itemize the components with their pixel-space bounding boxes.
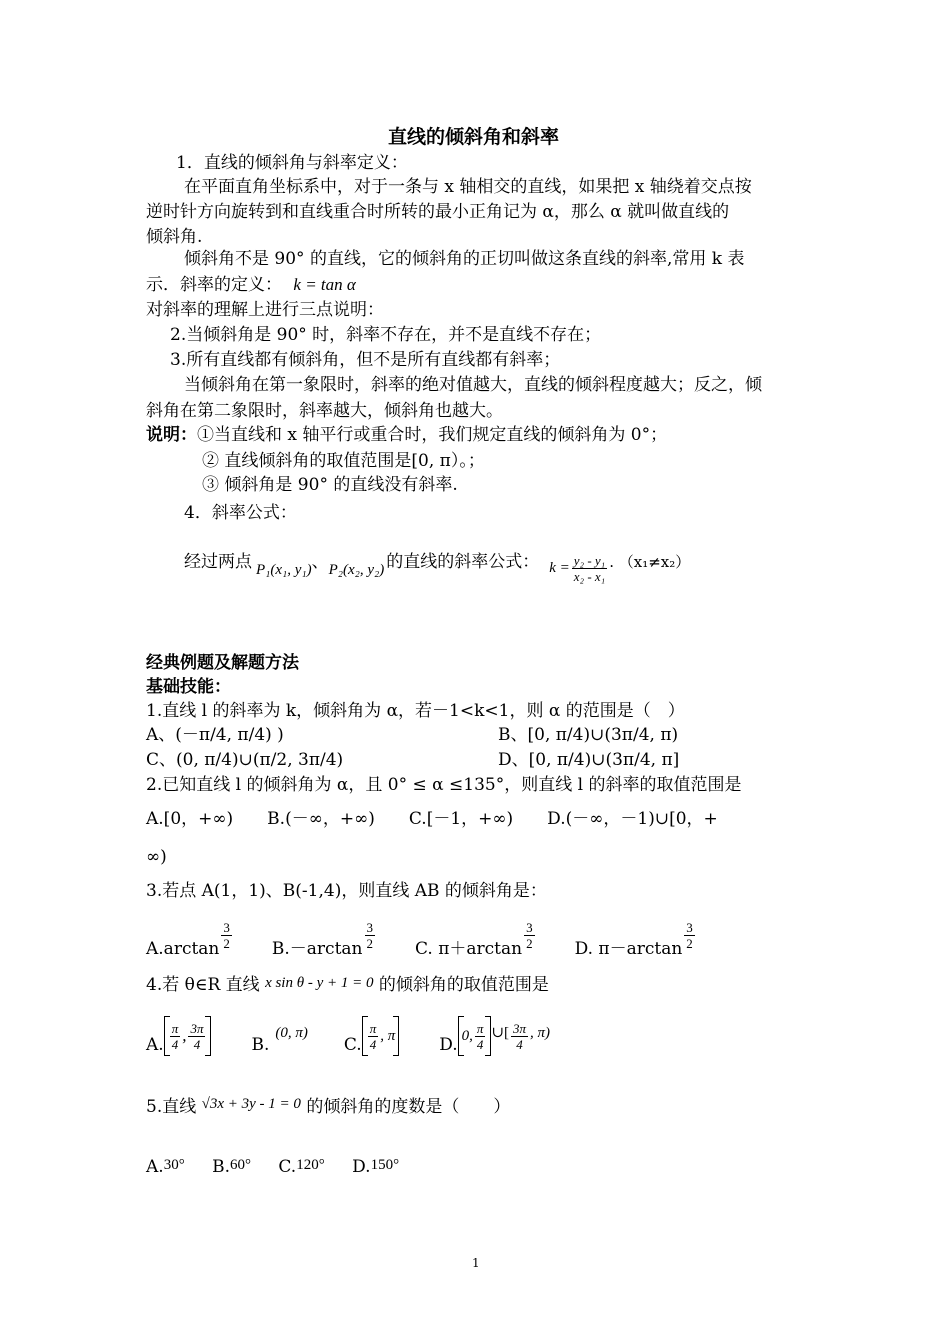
- question-4-equation: x sin θ - y + 1 = 0: [265, 975, 374, 991]
- paragraph-line: 在平面直角坐标系中，对于一条与 x 轴相交的直线，如果把 x 轴绕着交点按: [184, 177, 752, 197]
- fraction-three-halves: [365, 920, 376, 951]
- fraction-numerator: 3π: [190, 1020, 204, 1036]
- option-d-label: D.: [439, 1035, 458, 1055]
- option-a-label: A.arctan: [146, 939, 220, 959]
- paragraph-line: 对斜率的理解上进行三点说明：: [146, 300, 384, 320]
- option-d-value: 150°: [370, 1157, 400, 1173]
- k-label: k =: [549, 560, 570, 576]
- option-d: D、[0, π/4)∪(3π/4, π]: [498, 750, 680, 770]
- note-item: ③ 倾斜角是 90° 的直线没有斜率.: [202, 475, 458, 495]
- fraction-denominator: 4: [369, 1036, 377, 1052]
- fraction-denominator: 4: [476, 1036, 484, 1052]
- fraction-denominator: 4: [193, 1036, 201, 1052]
- fraction-denominator: 2: [686, 935, 693, 951]
- fraction-pi-4: [170, 1021, 181, 1052]
- option-a-value: 30°: [163, 1157, 185, 1173]
- option-a-label: A.: [146, 1035, 164, 1055]
- fraction-denominator: 2: [366, 935, 373, 951]
- separator: 、: [311, 552, 329, 572]
- interval-c: [362, 1016, 400, 1056]
- fraction-denominator: 2: [223, 935, 230, 951]
- question-2-options-tail: ∞): [146, 847, 167, 867]
- question-2: 2.已知直线 l 的倾斜角为 α，且 0° ≤ α ≤135°，则直线 l 的斜率的取值范围是: [146, 775, 742, 795]
- option-d-label: D.: [352, 1157, 371, 1177]
- paragraph-line: 倾斜角不是 90° 的直线，它的倾斜角的正切叫做这条直线的斜率,常用 k 表: [184, 249, 745, 269]
- fraction-denominator: 2: [526, 935, 533, 951]
- fraction-denominator: 4: [171, 1036, 179, 1052]
- section-4-heading: 4．斜率公式：: [184, 503, 297, 523]
- fraction-pi-4: [368, 1021, 379, 1052]
- fraction-numerator: 3π: [513, 1021, 527, 1036]
- fraction-numerator: 3: [223, 919, 230, 935]
- paragraph-line: 斜角在第二象限时，斜率越大，倾斜角也越大。: [146, 401, 503, 421]
- section-1-heading: 1．直线的倾斜角与斜率定义：: [176, 153, 408, 173]
- interval-d: [458, 1016, 492, 1056]
- fraction-numerator: π: [171, 1020, 179, 1036]
- question-4-text: 4.若 θ∈R 直线: [146, 975, 260, 995]
- paragraph-line: 逆时针方向旋转到和直线重合时所转的最小正角记为 α，那么 α 就叫做直线的: [146, 202, 730, 222]
- fraction-denominator: 4: [516, 1037, 523, 1052]
- basic-skills-heading: 基础技能：: [146, 677, 231, 697]
- question-3: 3.若点 A(1，1)、B(-1,4)，则直线 AB 的倾斜角是：: [146, 881, 547, 901]
- question-2-options: A.[0，+∞) B.(－∞，+∞) C.[－1，+∞) D.(－∞，－1)∪[0，+: [146, 809, 718, 829]
- fraction-numerator: 3: [686, 919, 693, 935]
- option-b-label: B.: [212, 1157, 230, 1177]
- slope-formula: k = tan α: [293, 275, 356, 294]
- option-c: C、(0, π/4)∪(π/2, 3π/4): [146, 750, 344, 770]
- option-a: A、(－π/4, π/4) ): [146, 725, 284, 745]
- question-5: [146, 1096, 510, 1119]
- fraction-three-halves: [221, 920, 232, 951]
- formula-text: 的直线的斜率公式：: [386, 552, 540, 572]
- option-c-label: C.: [343, 1035, 362, 1055]
- paragraph-line: 2.当倾斜角是 90° 时，斜率不存在，并不是直线不存在；: [170, 325, 602, 345]
- paragraph-line: 倾斜角.: [146, 227, 203, 247]
- question-3-options: [146, 916, 697, 960]
- paragraph-line: [146, 274, 356, 296]
- question-4-text: 的倾斜角的取值范围是: [378, 975, 549, 995]
- slope-definition-label: 示．斜率的定义：: [146, 275, 282, 295]
- paragraph-line: 当倾斜角在第一象限时，斜率的绝对值越大，直线的倾斜程度越大；反之，倾: [184, 375, 762, 395]
- fraction-denominator: x₂ - x₁: [573, 568, 606, 584]
- question-5-options: [146, 1156, 399, 1179]
- formula-condition: . （x₁≠x₂）: [609, 553, 691, 571]
- fraction-numerator: 3: [526, 919, 533, 935]
- option-b: B、[0, π/4)∪(3π/4, π): [498, 725, 679, 745]
- slope-formula-line: [184, 540, 690, 584]
- question-1: 1.直线 l 的斜率为 k，倾斜角为 α，若－1<k<1，则 α 的范围是（ ）: [146, 701, 685, 721]
- page-title: 直线的倾斜角和斜率: [388, 126, 560, 148]
- interval-d-end: , π): [530, 1025, 551, 1041]
- option-c-value: 120°: [296, 1157, 325, 1173]
- question-5-text: 的倾斜角的度数是（ ）: [306, 1097, 511, 1117]
- paragraph-line: 3.所有直线都有倾斜角，但不是所有直线都有斜率；: [170, 350, 561, 370]
- fraction-3pi-4: [188, 1021, 205, 1052]
- question-4-options: [146, 1008, 550, 1056]
- union-symbol: ∪[: [491, 1025, 510, 1041]
- fraction-three-halves: [524, 920, 535, 951]
- slope-fraction: [572, 553, 607, 584]
- interval-b: (0, π): [275, 1025, 308, 1041]
- option-a-label: A.: [146, 1157, 164, 1177]
- note-item: ①当直线和 x 轴平行或重合时，我们规定直线的倾斜角为 0°；: [197, 425, 668, 445]
- fraction-numerator: 3: [366, 919, 373, 935]
- fraction-numerator: π: [369, 1020, 377, 1036]
- note-label: 说明：: [146, 425, 197, 445]
- question-5-text: 5.直线: [146, 1097, 197, 1117]
- option-b-value: 60°: [230, 1157, 251, 1173]
- fraction-numerator: π: [476, 1020, 484, 1036]
- interval-d-start: 0,: [461, 1028, 473, 1044]
- fraction-three-halves: [684, 920, 695, 951]
- option-d-label: D. π－arctan: [574, 939, 683, 959]
- note-line: [146, 424, 667, 446]
- fraction-pi-4: [475, 1021, 486, 1052]
- note-item: ② 直线倾斜角的取值范围是[0, π）。；: [202, 451, 485, 471]
- examples-heading: 经典例题及解题方法: [146, 653, 299, 673]
- option-b-label: B.: [251, 1035, 270, 1055]
- interval-a: $\frac{\pi}{4}$ , $\frac{3\pi}{4}$: [164, 1016, 212, 1056]
- option-c-label: C. π＋arctan: [415, 939, 523, 959]
- question-5-equation: √3x + 3y - 1 = 0: [201, 1096, 301, 1112]
- option-c-label: C.: [278, 1157, 297, 1177]
- fraction-numerator: y₂ - y₁: [573, 552, 606, 568]
- point-p1: P₁(x₁, y₁): [256, 562, 312, 578]
- interval-c-end: , π: [380, 1028, 396, 1044]
- question-4: [146, 974, 549, 997]
- point-p2: P₂(x₂, y₂): [328, 562, 385, 578]
- page-number: 1: [472, 1256, 480, 1270]
- fraction-3pi-4: [511, 1021, 528, 1052]
- formula-text: 经过两点: [184, 552, 252, 572]
- option-b-label: B.－arctan: [271, 939, 363, 959]
